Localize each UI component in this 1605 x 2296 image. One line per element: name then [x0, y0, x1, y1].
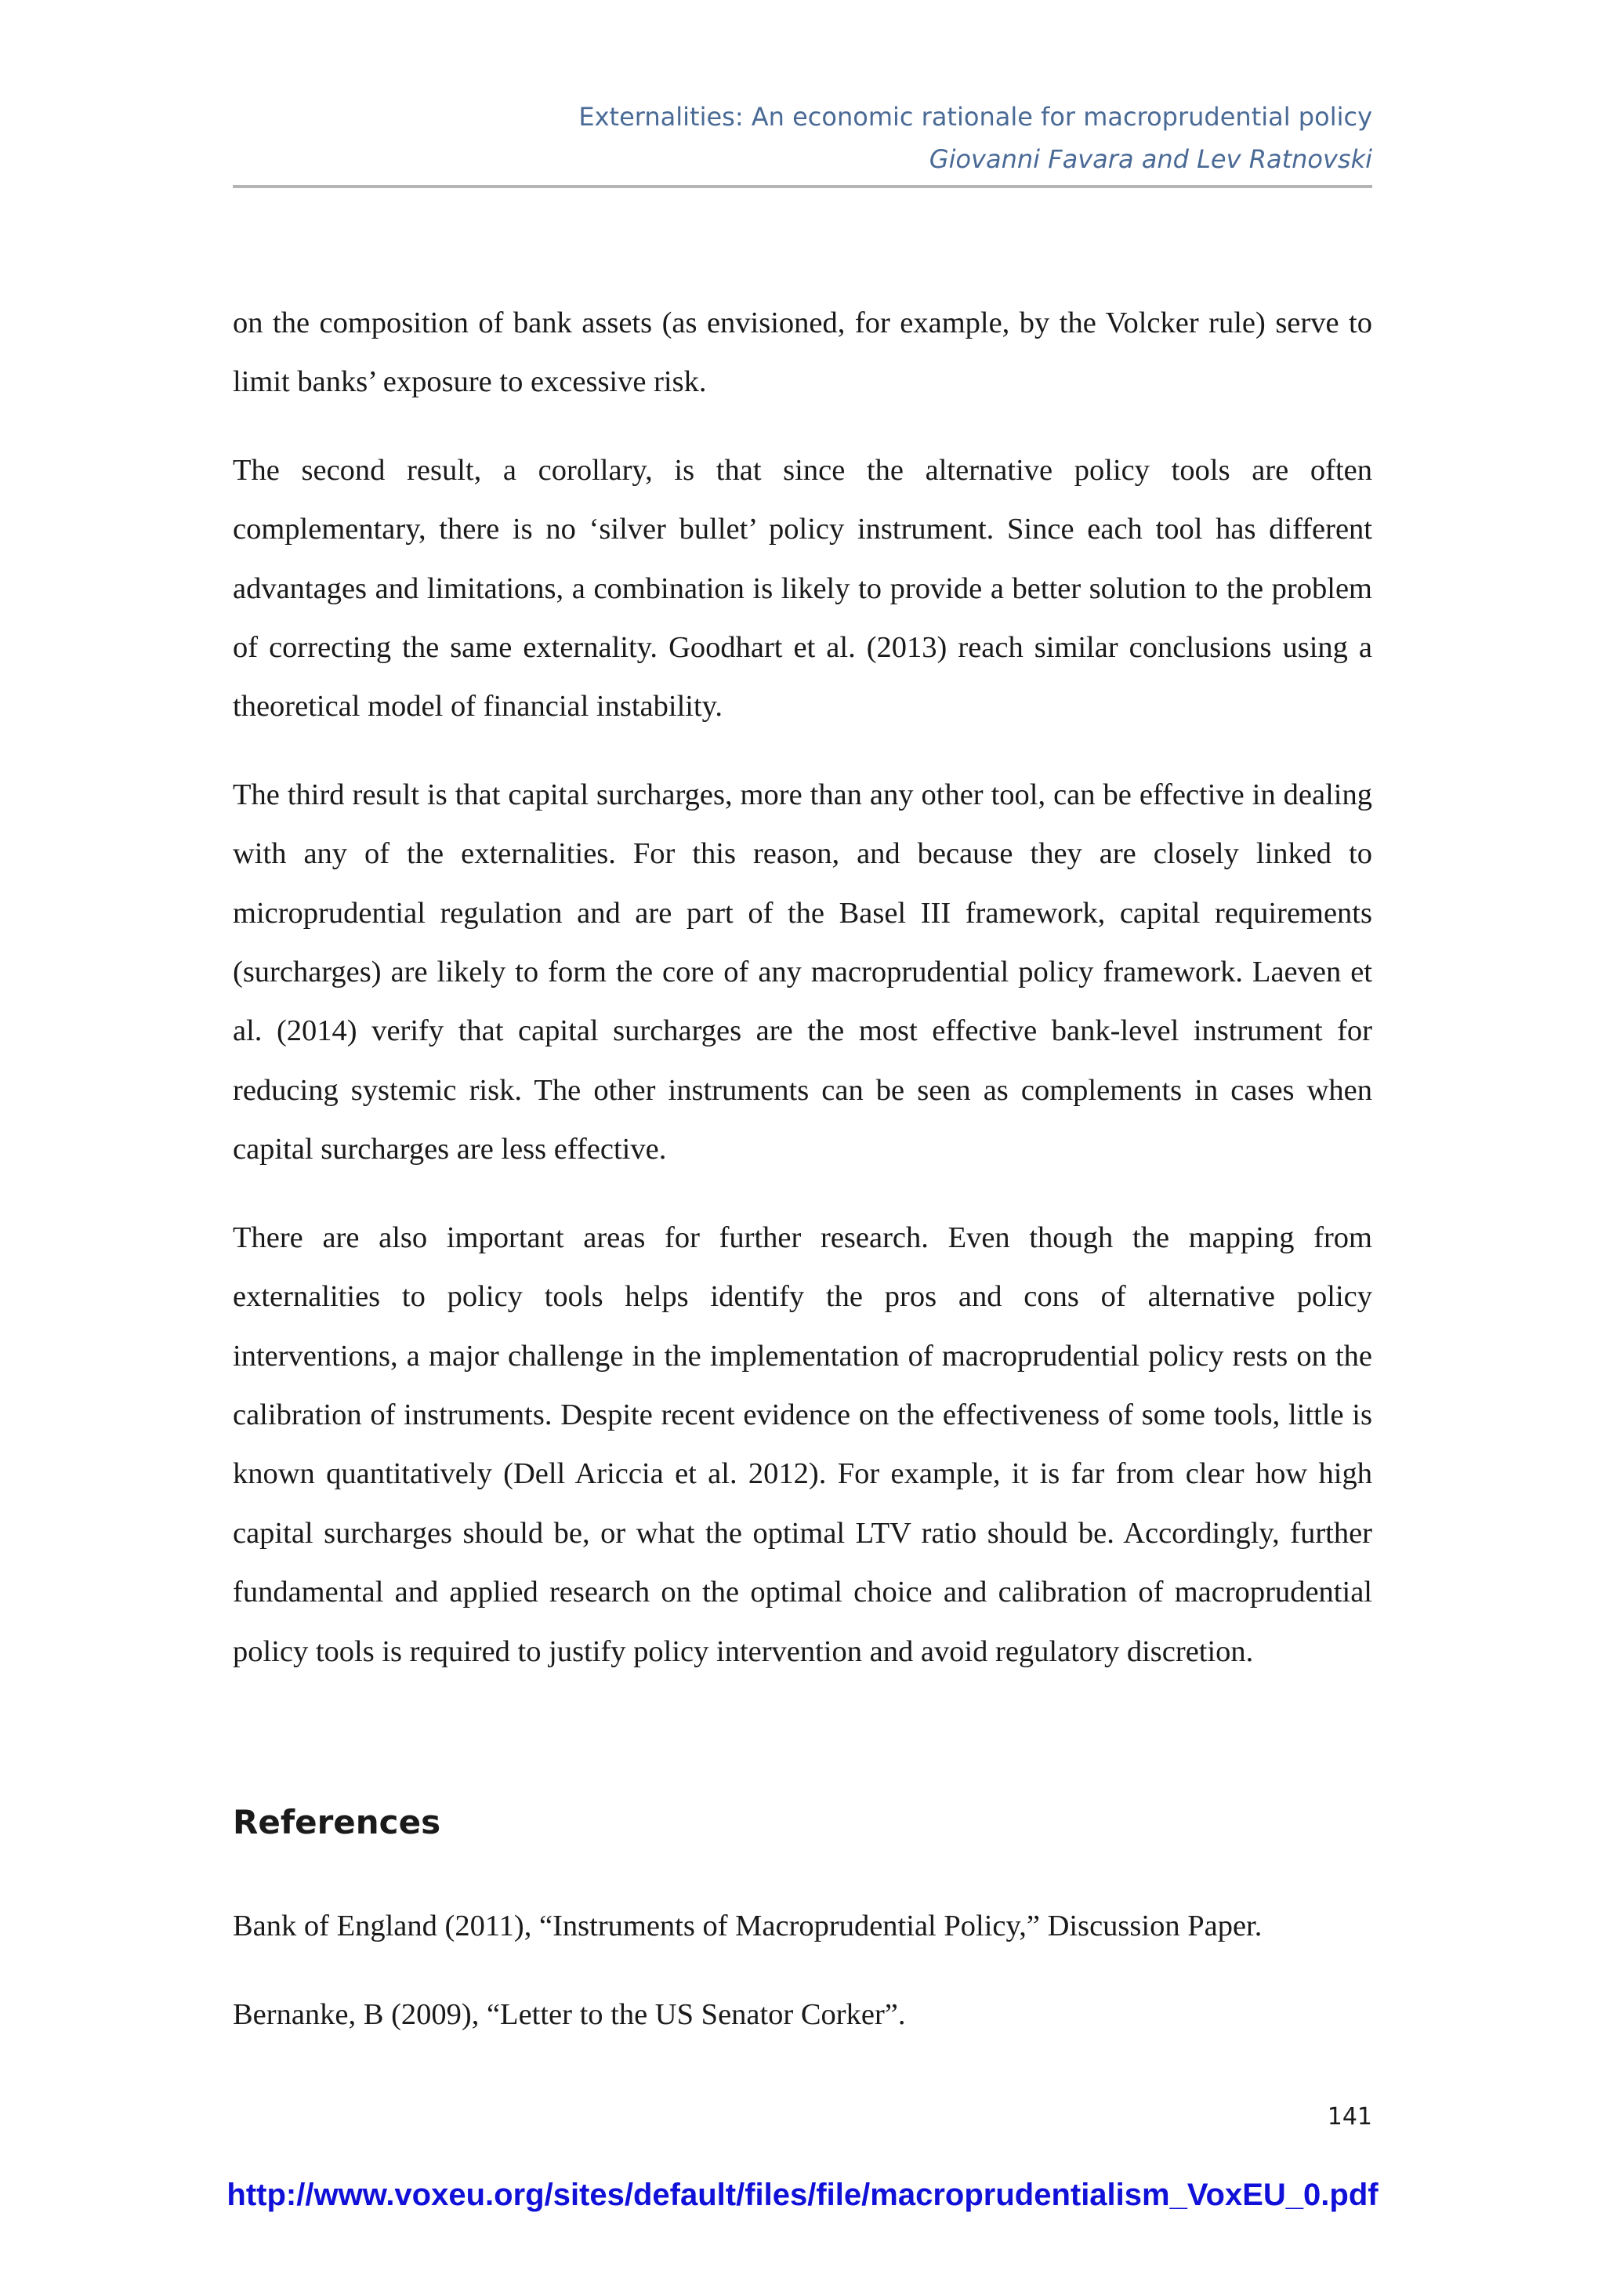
- body-paragraph: There are also important areas for further research. Even though the mapping from externalities to policy tools helps identify the pros and cons of alternative policy interventions, a major challenge in the implementation of macroprudential policy rests on the calibration of instruments. Despite recent evidence on the effectiveness of some tools, little is known quantitatively (Dell Ariccia et al. 2012). For example, it is far from clear how high capital surcharges should be, or what the optimal LTV ratio should be. Accordingly, further fundamental and applied research on the optimal choice and calibration of macroprudential policy tools is required to justify policy intervention and avoid regulatory discretion.: [233, 1221, 1372, 1668]
- header-authors: Giovanni Favara and Lev Ratnovski: [929, 144, 1372, 174]
- running-header: [233, 96, 1372, 180]
- header-divider: [233, 185, 1372, 188]
- body-paragraph: on the composition of bank assets (as envisioned, for example, by the Volcker rule) serve to limit banks’ exposure to excessive risk.: [233, 306, 1372, 399]
- page-number: 141: [1327, 2103, 1372, 2131]
- body-text: [233, 294, 1372, 1710]
- references-heading: References: [233, 1803, 441, 1841]
- reference-item: Bernanke, B (2009), “Letter to the US Senator Corker”.: [233, 1998, 906, 2031]
- source-url-link[interactable]: http://www.voxeu.org/sites/default/files/file/macroprudentialism_VoxEU_0.pdf: [226, 2178, 1379, 2212]
- reference-item: Bank of England (2011), “Instruments of Macroprudential Policy,” Discussion Paper.: [233, 1910, 1263, 1942]
- body-paragraph: The second result, a corollary, is that since the alternative policy tools are often complementary, there is no ‘silver bullet’ policy instrument. Since each tool has different advantages and limitations, a combination is likely to provide a better solution to the problem of correcting the same externality. Goodhart et al. (2013) reach similar conclusions using a theoretical model of financial instability.: [233, 453, 1372, 724]
- body-paragraph: The third result is that capital surcharges, more than any other tool, can be effective in dealing with any of the externalities. For this reason, and because they are closely linked to microprudential regulation and are part of the Basel III framework, capital requirements (surcharges) are likely to form the core of any macroprudential policy framework. Laeven et al. (2014) verify that capital surcharges are the most effective bank-level instrument for reducing systemic risk. The other instruments can be seen as complements in cases when capital surcharges are less effective.: [233, 778, 1372, 1166]
- header-title: Externalities: An economic rationale for macroprudential policy: [578, 102, 1372, 132]
